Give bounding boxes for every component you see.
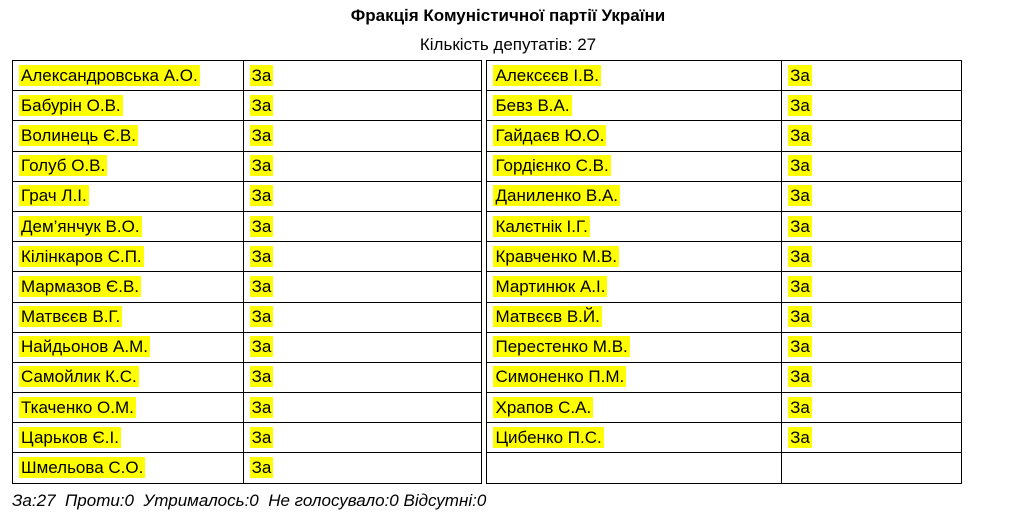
vote-result: За [251,367,272,387]
deputy-name: Самойлик К.С. [21,367,137,387]
deputy-name: Ткаченко О.М. [21,397,134,417]
vote-result: За [790,65,810,85]
deputy-name: Матвєєв В.Й. [495,307,600,327]
deputy-name: Шмельова С.О. [21,458,144,478]
vote-result: За [251,276,272,296]
vote-result: За [251,125,272,145]
vote-result-cell [243,61,482,91]
vote-result: За [790,397,810,417]
deputy-name-cell [487,61,782,91]
deputy-name: Мармазов Є.В. [21,276,140,296]
vote-result-cell [243,211,482,241]
vote-result-cell [782,453,962,483]
vote-summary: За:27 Проти:0 Утрималось:0 Не голосувало:0 Відсутні:0 [12,491,487,510]
table-row [13,242,962,272]
deputy-name-cell [487,332,782,362]
table-row [13,362,962,392]
deputy-name: Бабурін О.В. [21,95,121,115]
vote-result-cell [243,242,482,272]
deputy-name-cell [13,91,244,121]
deputy-name-cell [487,121,782,151]
deputy-name-cell [13,151,244,181]
deputy-name: Найдьонов А.М. [21,337,149,357]
deputy-name-cell [13,61,244,91]
vote-result-cell [782,272,962,302]
deputy-name-cell [13,242,244,272]
vote-result: За [790,95,810,115]
vote-result: За [251,397,272,417]
vote-result-cell [782,423,962,453]
vote-result: За [251,156,272,176]
table-row [13,453,962,483]
deputy-name: Кравченко М.В. [495,246,618,266]
vote-result: За [251,458,272,478]
table-row [13,393,962,423]
table-row [13,151,962,181]
vote-result-cell [243,302,482,332]
vote-result: За [790,156,810,176]
vote-result: За [790,125,810,145]
table-row [13,181,962,211]
page-title: Фракція Комуністичної партії України [350,6,666,25]
table-row [13,332,962,362]
vote-result-cell [243,423,482,453]
vote-result-cell [243,362,482,392]
vote-result: За [251,216,272,236]
vote-result-cell [782,393,962,423]
vote-result-cell [782,151,962,181]
table-row [13,302,962,332]
deputy-count: Кількість депутатів: 27 [419,35,597,54]
vote-result: За [251,246,272,266]
vote-result-cell [782,61,962,91]
vote-result-cell [782,362,962,392]
table-row [13,272,962,302]
vote-result: За [790,367,810,387]
deputy-name-cell [487,151,782,181]
deputy-name-cell [487,423,782,453]
deputy-name: Перестенко М.В. [495,337,628,357]
deputy-name: Дем’янчук В.О. [21,216,140,236]
deputy-name: Симоненко П.М. [495,367,625,387]
vote-result: За [790,307,810,327]
deputy-name-cell [487,242,782,272]
table-row [13,91,962,121]
vote-result: За [251,95,272,115]
deputy-name-cell [487,302,782,332]
deputy-name-cell [487,453,782,483]
table-row [13,61,962,91]
vote-result-cell [782,332,962,362]
deputy-name-cell [487,181,782,211]
vote-result-cell [782,181,962,211]
vote-result: За [790,276,810,296]
deputy-name: Калєтнік І.Г. [495,216,588,236]
vote-result-cell [782,121,962,151]
deputy-name: Гордієнко С.В. [495,156,609,176]
deputy-name: Мартинюк А.І. [495,276,606,296]
deputy-name-cell [13,121,244,151]
deputy-name-cell [13,393,244,423]
deputy-name-cell [487,362,782,392]
vote-result-cell [243,181,482,211]
deputy-name-cell [487,272,782,302]
deputy-name: Храпов С.А. [495,397,592,417]
deputy-name: Даниленко В.А. [495,186,619,206]
deputy-name-cell [13,302,244,332]
vote-result: За [251,186,272,206]
vote-result-cell [243,332,482,362]
vote-result-cell [243,121,482,151]
vote-result-cell [243,453,482,483]
deputy-name-cell [13,272,244,302]
vote-result: За [251,337,272,357]
vote-result: За [790,216,810,236]
deputy-name: Голуб О.В. [21,156,106,176]
table-row [13,121,962,151]
vote-result: За [790,337,810,357]
vote-result-cell [243,272,482,302]
deputy-name: Волинець Є.В. [21,125,136,145]
vote-result-cell [243,91,482,121]
deputy-name: Александровська А.О. [21,65,198,85]
vote-result: За [790,427,810,447]
deputy-name-cell [13,453,244,483]
deputy-name: Кілінкаров С.П. [21,246,142,266]
vote-table [12,60,962,484]
table-row [13,423,962,453]
table-row [13,211,962,241]
deputy-name: Грач Л.І. [21,186,87,206]
vote-result-cell [243,151,482,181]
deputy-name-cell [13,181,244,211]
deputy-name-cell [487,393,782,423]
deputy-name-cell [487,91,782,121]
vote-result: За [790,246,810,266]
deputy-name-cell [13,362,244,392]
vote-result: За [251,307,272,327]
vote-result-cell [782,302,962,332]
deputy-name-cell [13,423,244,453]
deputy-name: Гайдаєв Ю.О. [495,125,605,145]
vote-result: За [251,65,272,85]
vote-result-cell [782,242,962,272]
deputy-name-cell [13,332,244,362]
vote-result: За [790,186,810,206]
vote-result: За [251,427,272,447]
vote-result-cell [782,211,962,241]
deputy-name-cell [13,211,244,241]
deputy-name-cell [487,211,782,241]
deputy-name: Бевз В.А. [495,95,570,115]
deputy-name: Матвєєв В.Г. [21,307,121,327]
vote-result-cell [243,393,482,423]
vote-result-cell [782,91,962,121]
deputy-name: Алексєєв І.В. [495,65,599,85]
deputy-name: Царьков Є.І. [21,427,119,447]
deputy-name: Цибенко П.С. [495,427,602,447]
